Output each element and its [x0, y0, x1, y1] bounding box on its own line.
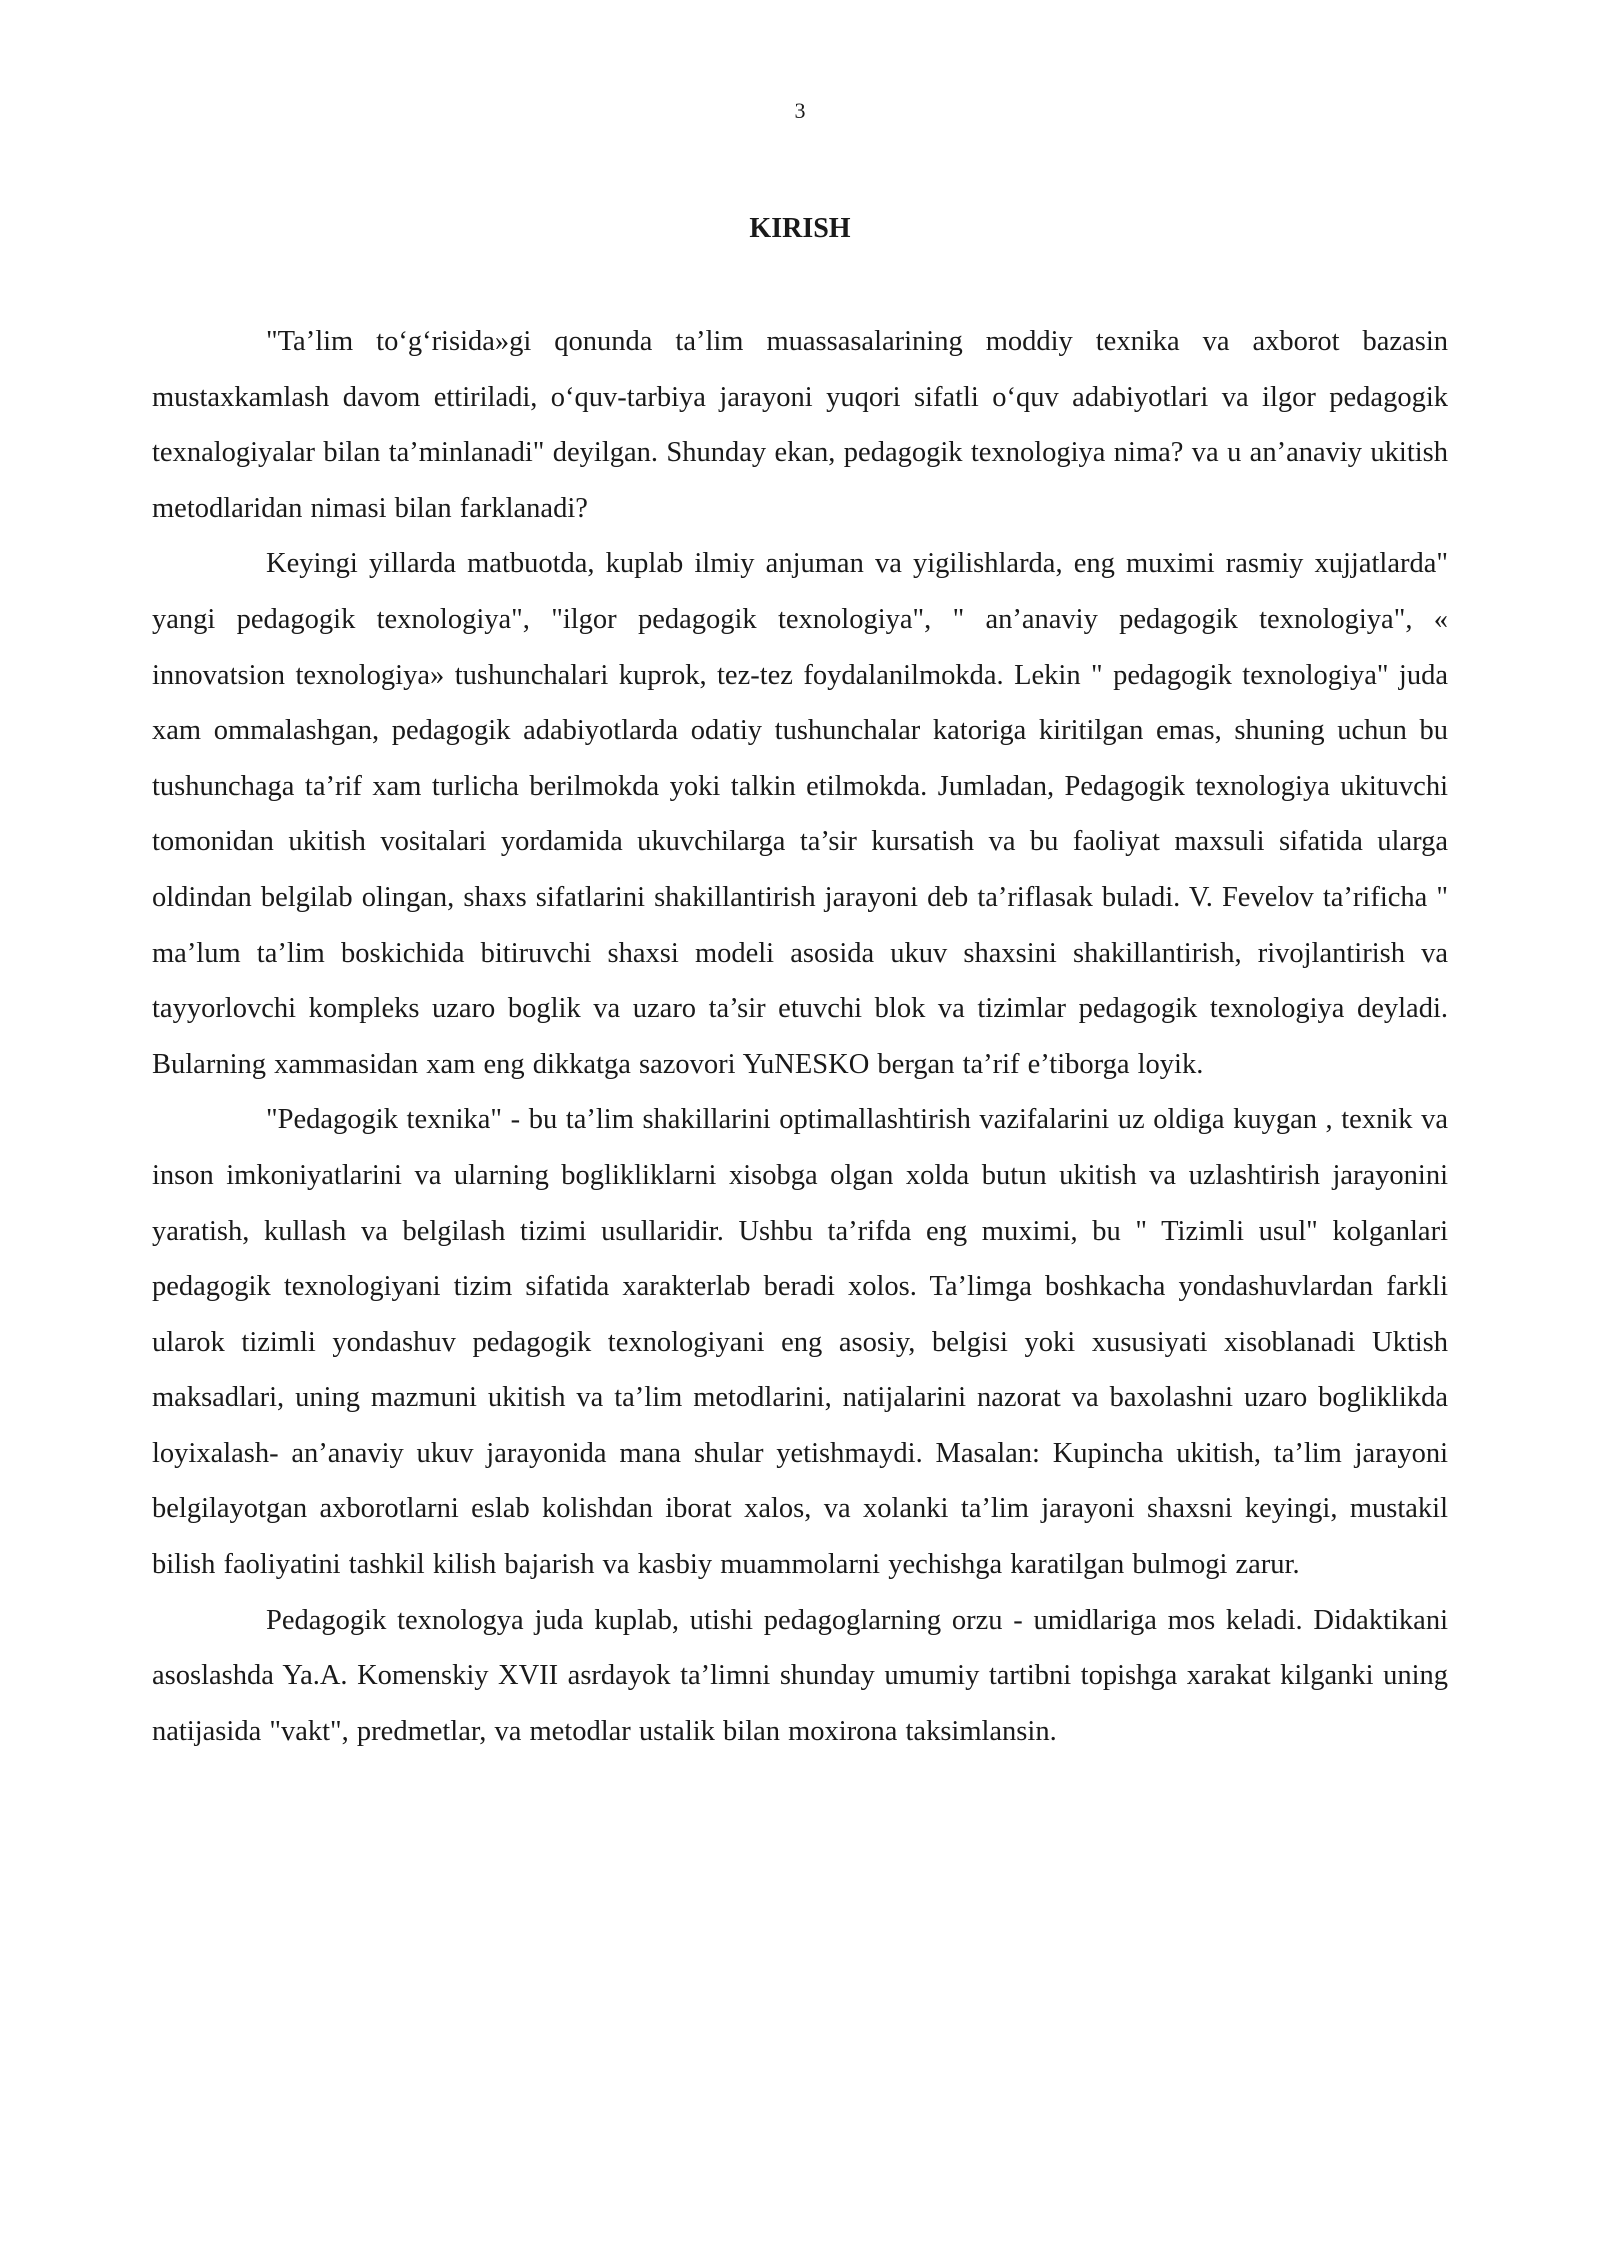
page-number: 3	[794, 98, 806, 123]
paragraph: Keyingi yillarda matbuotda, kuplab ilmiy anjuman va yigilishlarda, eng muximi rasmiy xujjatlarda" yangi pedagogik texnologiya", "ilgor pedagogik texnologiya", " an’anaviy pedagogik texnologiya", « innovatsion texnologiya» tushunchalari kuprok, tez-tez foydalanilmokda. Lekin " pedagogik texnologiya" juda xam ommalashgan, pedagogik adabiyotlarda odatiy tushunchalar katoriga kiritilgan emas, shuning uchun bu tushunchaga ta’rif xam turlicha berilmokda yoki talkin etilmokda. Jumladan, Pedagogik texnologiya ukituvchi tomonidan ukitish vositalari yordamida ukuvchilarga ta’sir kursatish va bu faoliyat maxsuli sifatida ularga oldindan belgilab olingan, shaxs sifatlarini shakillantirish jarayoni deb ta’riflasak buladi. V. Fevelov ta’rificha " ma’lum ta’lim boskichida bitiruvchi shaxsi modeli asosida ukuv shaxsini shakillantirish, rivojlantirish va tayyorlovchi kompleks uzaro boglik va uzaro ta’sir etuvchi blok va tizimlar pedagogik texnologiya deyladi. Bularning xammasidan xam eng dikkatga sazovori YuNESKO bergan ta’rif e’tiborga loyik.	[152, 548, 1448, 1080]
paragraph: Pedagogik texnologya juda kuplab, utishi pedagoglarning orzu - umidlariga mos keladi. Didaktikani asoslashda Ya.A. Komenskiy XVII asrdayok ta’limni shunday umumiy tartibni topishga xarakat kilganki uning natijasida "vakt", predmetlar, va metodlar ustalik bilan moxirona taksimlansin.	[152, 1604, 1448, 1747]
body-text	[152, 314, 1448, 1759]
paragraph: "Ta’lim to‘g‘risida»gi qonunda ta’lim muassasalarining moddiy texnika va axborot bazasin mustaxkamlash davom ettiriladi, o‘quv-tarbiya jarayoni yuqori sifatli o‘quv adabiyotlari va ilgor pedagogik texnalogiyalar bilan ta’minlanadi" deyilgan. Shunday ekan, pedagogik texnologiya nima? va u an’anaviy ukitish metodlaridan nimasi bilan farklanadi?	[152, 326, 1448, 524]
page-title: KIRISH	[749, 213, 851, 244]
paragraph: "Pedagogik texnika" - bu ta’lim shakillarini optimallashtirish vazifalarini uz oldiga kuygan , texnik va inson imkoniyatlarini va ularning boglikliklarni xisobga olgan xolda butun ukitish va uzlashtirish jarayonini yaratish, kullash va belgilash tizimi usullaridir. Ushbu ta’rifda eng muximi, bu " Tizimli usul" kolganlari pedagogik texnologiyani tizim sifatida xarakterlab beradi xolos. Ta’limga boshkacha yondashuvlardan farkli ularok tizimli yondashuv pedagogik texnologiyani eng asosiy, belgisi yoki xususiyati xisoblanadi Uktish maksadlari, uning mazmuni ukitish va ta’lim metodlarini, natijalarini nazorat va baxolashni uzaro bogliklikda loyixalash- an’anaviy ukuv jarayonida mana shular yetishmaydi. Masalan: Kupincha ukitish, ta’lim jarayoni belgilayotgan axborotlarni eslab kolishdan iborat xalos, va xolanki ta’lim jarayoni shaxsni keyingi, mustakil bilish faoliyatini tashkil kilish bajarish va kasbiy muammolarni yechishga karatilgan bulmogi zarur.	[152, 1104, 1448, 1581]
